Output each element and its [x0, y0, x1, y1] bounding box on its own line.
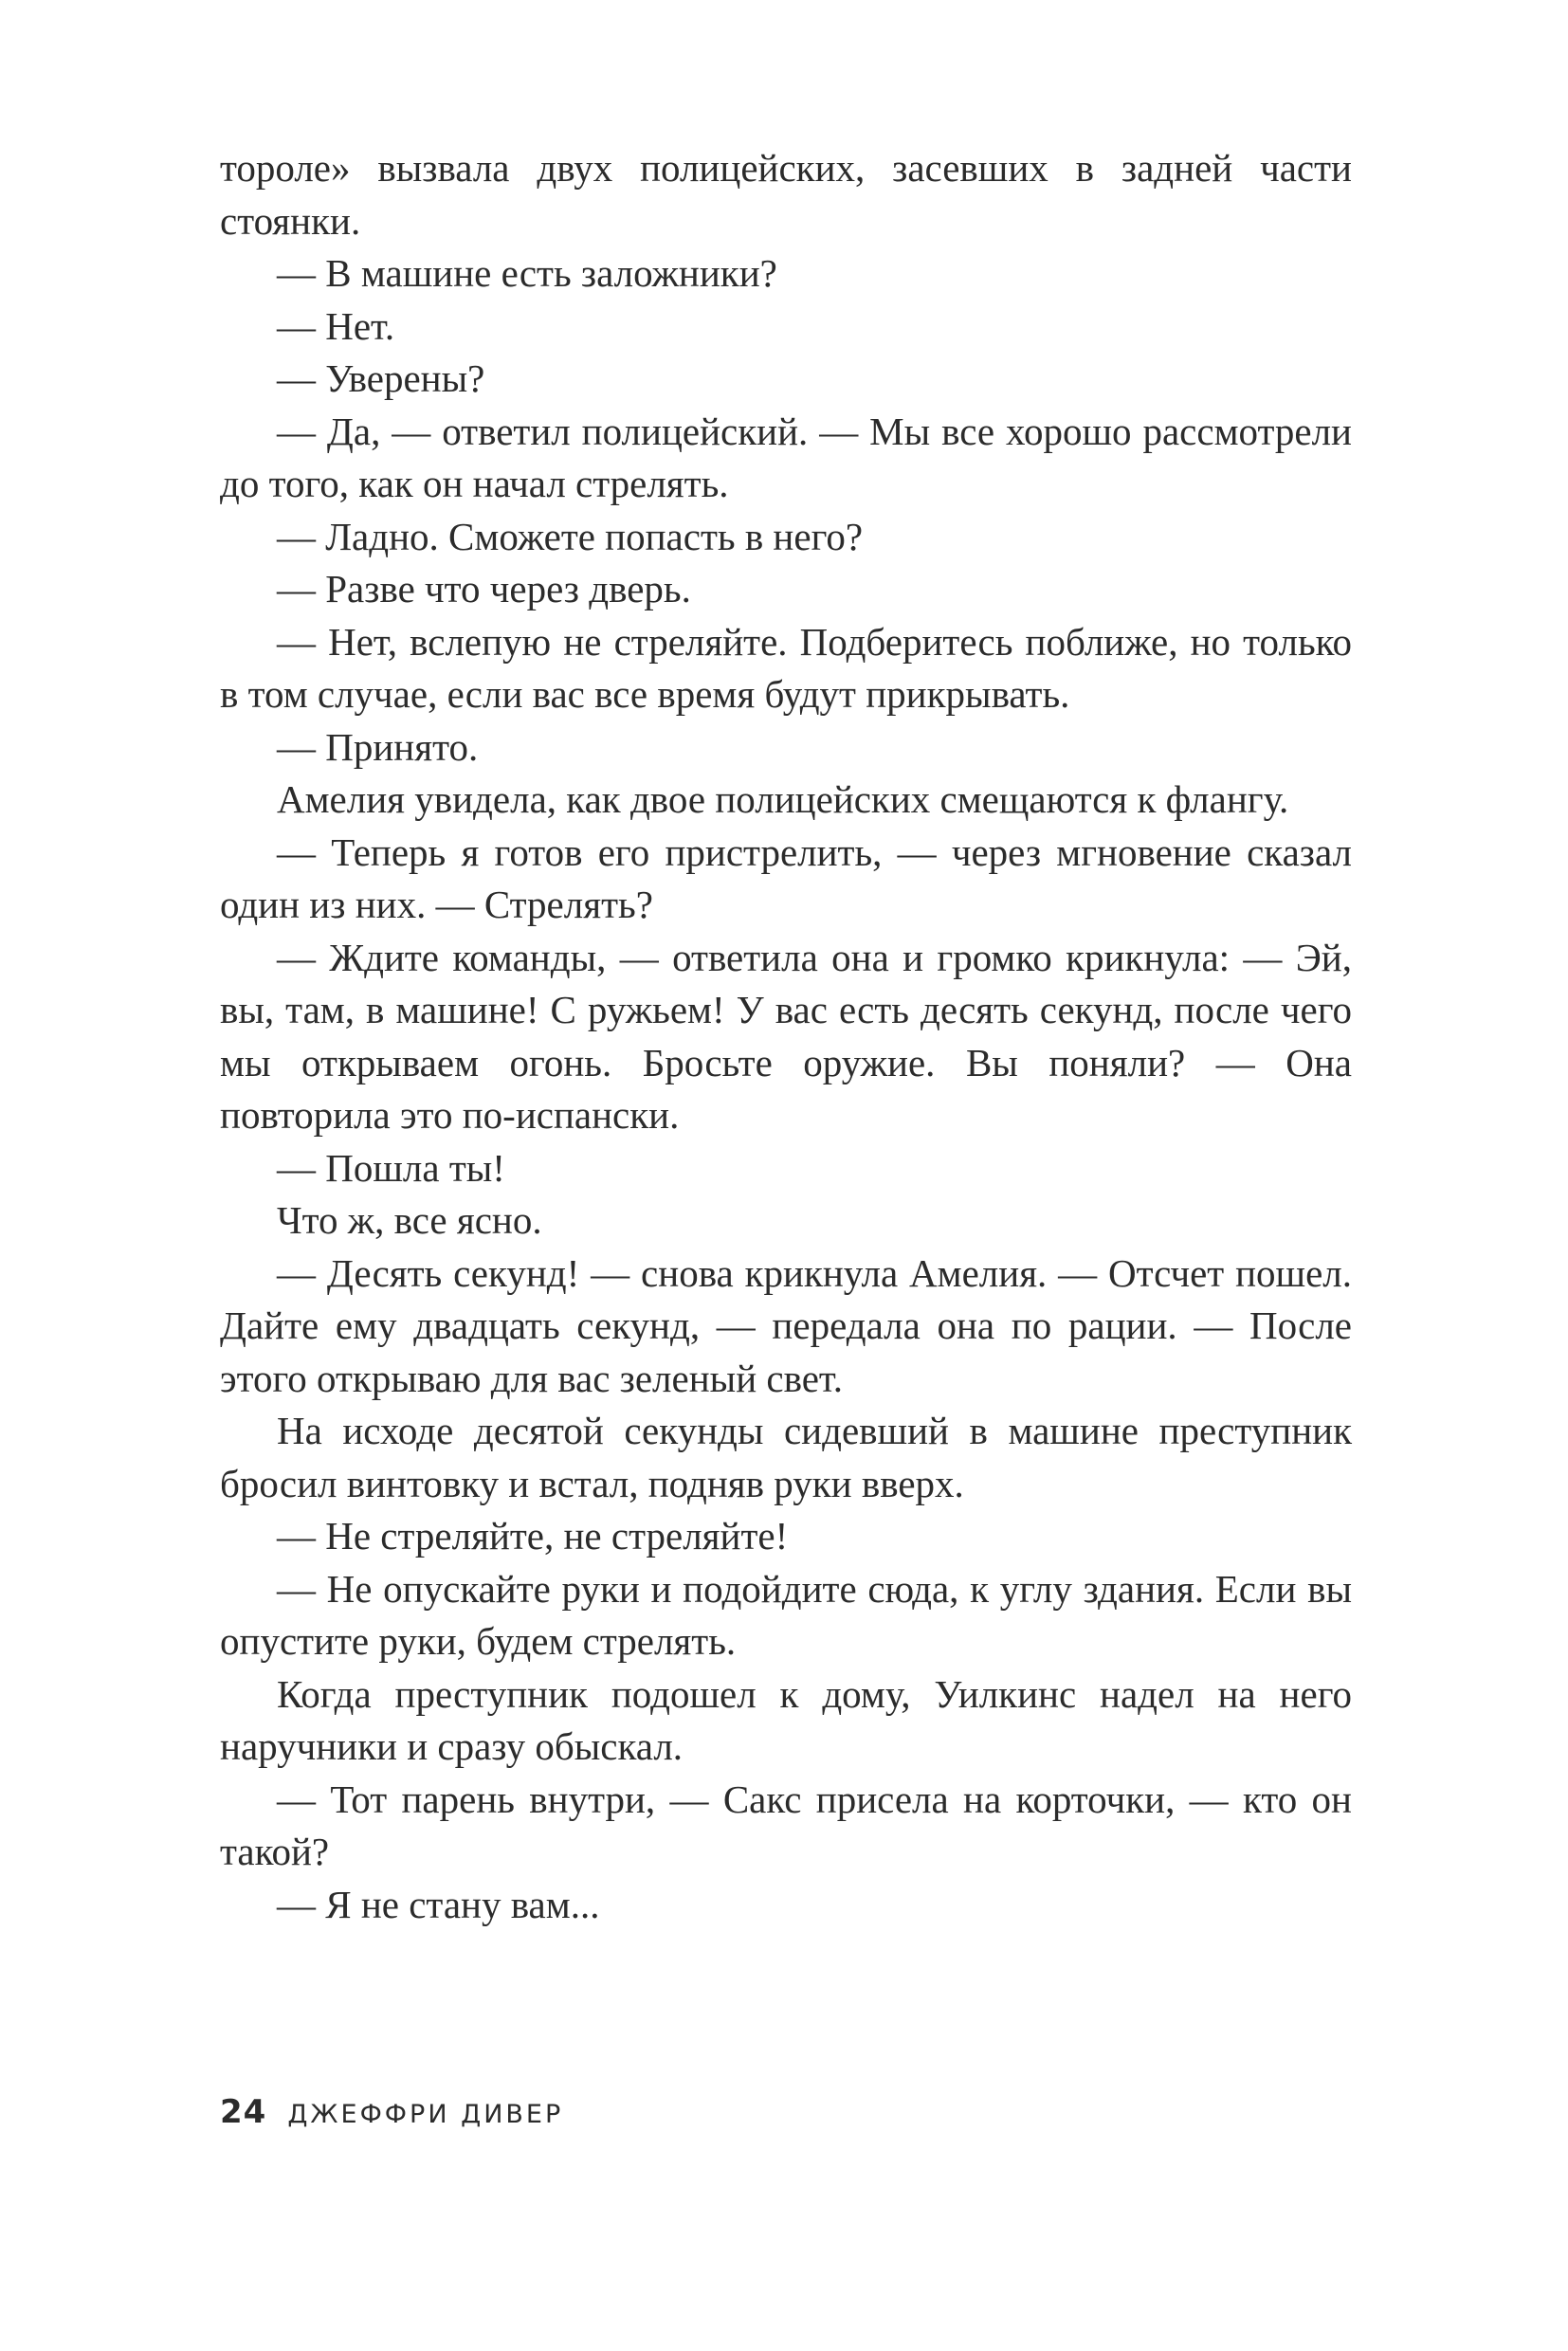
- paragraph: — Десять секунд! — снова крикнула Амелия. — Отсчет пошел. Дайте ему двадцать секунд, — передала она по рации. — После этого открываю для вас зеленый свет.: [220, 1250, 1352, 1400]
- paragraph: — Ждите команды, — ответила она и громко крикнула: — Эй, вы, там, в машине! С ружьем! У вас есть десять секунд, после чего мы открываем огонь. Бросьте оружие. Вы поняли? — Она повторила это по-испански.: [220, 935, 1352, 1137]
- paragraph: — Уверены?: [277, 356, 485, 400]
- paragraph: На исходе десятой секунды сидевший в машине преступник бросил винтовку и встал, подняв руки вверх.: [220, 1409, 1352, 1505]
- paragraph: — Нет, вслепую не стреляйте. Подберитесь поближе, но только в том случае, если вас все время будут прикрывать.: [220, 619, 1352, 716]
- paragraph: — Разве что через дверь.: [277, 567, 691, 611]
- page-footer: [220, 2093, 1352, 2131]
- paragraph: — Теперь я готов его пристрелить, — через мгновение сказал один из них. — Стрелять?: [220, 829, 1352, 926]
- paragraph: — Я не стану вам...: [277, 1882, 600, 1926]
- paragraph: Когда преступник подошел к дому, Уилкинс надел на него наручники и сразу обыскал.: [220, 1671, 1352, 1768]
- paragraph: Что ж, все ясно.: [277, 1198, 542, 1242]
- body-text: [220, 142, 1352, 1931]
- paragraph: тороле» вызвала двух полицейских, засевших в задней части стоянки.: [220, 146, 1352, 243]
- paragraph: Амелия увидела, как двое полицейских смещаются к флангу.: [277, 777, 1289, 821]
- paragraph: — Ладно. Сможете попасть в него?: [277, 514, 864, 558]
- paragraph: — Да, — ответил полицейский. — Мы все хорошо рассмотрели до того, как он начал стрелять.: [220, 409, 1352, 505]
- paragraph: — Пошла ты!: [277, 1145, 505, 1190]
- paragraph: — Не опускайте руки и подойдите сюда, к углу здания. Если вы опустите руки, будем стрелять.: [220, 1566, 1352, 1663]
- paragraph: — Не стреляйте, не стреляйте!: [277, 1514, 789, 1558]
- paragraph: — Нет.: [277, 303, 395, 348]
- running-head-author: ДЖЕФФРИ ДИВЕР: [287, 2100, 564, 2129]
- paragraph: — В машине есть заложники?: [277, 251, 777, 295]
- page-number: 24: [220, 2093, 267, 2131]
- paragraph: — Принято.: [277, 724, 479, 769]
- paragraph: — Тот парень внутри, — Сакс присела на корточки, — кто он такой?: [220, 1777, 1352, 1873]
